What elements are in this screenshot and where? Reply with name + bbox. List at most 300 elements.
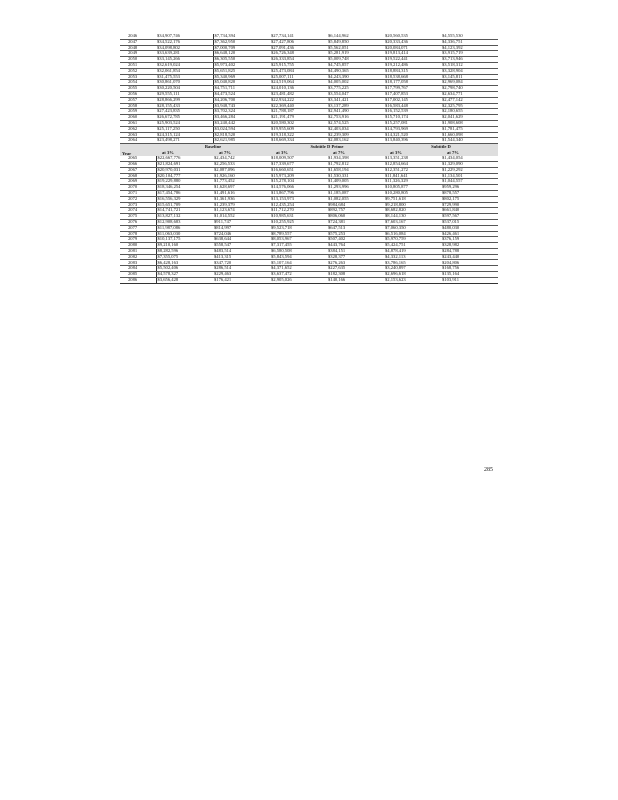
year-cell: 2068	[120, 173, 156, 179]
value-cell: $2,434,742	[213, 156, 270, 161]
value-cell: $2,256,533	[213, 161, 270, 167]
value-cell: $959,296	[441, 185, 498, 191]
value-cell: $1,123,674	[213, 208, 270, 214]
value-cell: $18,884,315	[384, 68, 441, 74]
year-cell: 2054	[120, 80, 156, 86]
value-cell: $6,648,120	[213, 51, 270, 57]
value-cell: $638,644	[213, 237, 270, 243]
subheader-baseline-7pct: at 7%	[213, 150, 270, 156]
value-cell: $6,305,550	[213, 57, 270, 63]
value-cell: $28,866,299	[156, 97, 213, 103]
value-cell: $10,280,805	[384, 190, 441, 196]
value-cell: $2,798,740	[441, 86, 498, 92]
group-header-subtitle-d: Subtitle D	[384, 144, 498, 151]
value-cell: $30,861,070	[156, 80, 213, 86]
value-cell: $22,934,222	[270, 97, 327, 103]
value-cell: $286,514	[213, 266, 270, 272]
value-cell: $1,185,087	[327, 190, 384, 196]
value-cell: $34,522,176	[156, 39, 213, 45]
value-cell: $558,547	[213, 243, 270, 249]
value-cell: $19,212,486	[384, 62, 441, 68]
value-cell: $20,560,535	[384, 34, 441, 39]
value-cell: $4,490,365	[327, 68, 384, 74]
value-cell: $5,424,751	[384, 243, 441, 249]
value-cell: $19,318,322	[270, 132, 327, 138]
year-column-header: Year	[120, 144, 156, 157]
value-cell: $1,229,292	[441, 167, 498, 173]
value-cell: $1,934,398	[327, 156, 384, 161]
value-cell: $18,009,507	[270, 156, 327, 161]
value-cell: $176,421	[213, 277, 270, 283]
value-cell: $24,010,136	[270, 86, 327, 92]
value-cell: $2,153,623	[384, 277, 441, 283]
value-cell: $103,911	[441, 277, 498, 283]
value-cell: $647,513	[327, 225, 384, 231]
year-cell: 2046	[120, 34, 156, 39]
value-cell: $284,788	[441, 248, 498, 254]
value-cell: $3,702,324	[213, 109, 270, 115]
year-cell: 2083	[120, 260, 156, 266]
value-cell: $3,915,719	[441, 51, 498, 57]
value-cell: $15,278,104	[270, 179, 327, 185]
value-cell: $12,351,272	[384, 167, 441, 173]
value-cell: $2,574,525	[327, 120, 384, 126]
value-cell: $17,799,767	[384, 86, 441, 92]
value-cell: $443,764	[327, 243, 384, 249]
value-cell: $26,333,854	[270, 57, 327, 63]
value-cell: $3,775,225	[327, 86, 384, 92]
year-cell: 2053	[120, 74, 156, 80]
value-cell: $4,555,530	[441, 34, 498, 39]
upper-table-body	[120, 34, 498, 144]
year-cell: 2048	[120, 45, 156, 51]
value-cell: $29,555,111	[156, 91, 213, 97]
value-cell: $18,538,668	[384, 74, 441, 80]
value-cell: $5,973,402	[213, 62, 270, 68]
year-cell: 2063	[120, 132, 156, 138]
value-cell: $384,151	[327, 248, 384, 254]
year-cell: 2061	[120, 120, 156, 126]
value-cell: $13,840,396	[384, 138, 441, 144]
value-cell: $28,155,433	[156, 103, 213, 109]
value-cell: $17,339,677	[270, 161, 327, 167]
value-cell: $16,556,329	[156, 196, 213, 202]
year-cell: 2064	[120, 138, 156, 144]
value-cell: $11,987,086	[156, 225, 213, 231]
value-cell: $25,903,524	[156, 120, 213, 126]
value-cell: $1,544,340	[441, 138, 498, 144]
year-cell: 2052	[120, 68, 156, 74]
value-cell: $4,578,327	[156, 272, 213, 278]
value-cell: $6,144,962	[327, 34, 384, 39]
value-cell: $7,603,167	[384, 219, 441, 225]
value-cell: $25,007,111	[270, 74, 327, 80]
value-cell: $27,427,806	[270, 39, 327, 45]
value-cell: $2,180,655	[441, 109, 498, 115]
value-cell: $1,781,475	[441, 126, 498, 132]
value-cell: $21,788,187	[270, 109, 327, 115]
value-cell: $4,336,751	[441, 39, 498, 45]
value-cell: $2,941,490	[327, 109, 384, 115]
value-cell: $8,144,130	[384, 214, 441, 220]
value-cell: $34,098,802	[156, 45, 213, 51]
value-cell: $5,849,850	[327, 39, 384, 45]
value-cell: $17,407,853	[384, 91, 441, 97]
value-cell: $17,002,145	[384, 97, 441, 103]
value-cell: $18,346,254	[156, 185, 213, 191]
value-cell: $19,229,880	[156, 179, 213, 185]
value-cell: $3,656,428	[156, 277, 213, 283]
value-cell: $26,672,785	[156, 115, 213, 121]
value-cell: $724,046	[213, 231, 270, 237]
subheader-d-3pct: at 3%	[384, 150, 441, 156]
value-cell: $14,793,969	[384, 126, 441, 132]
value-cell: $12,854,664	[384, 161, 441, 167]
value-cell: $13,153,973	[270, 196, 327, 202]
value-cell: $20,084,071	[384, 45, 441, 51]
value-cell: $537,015	[441, 219, 498, 225]
value-cell: $276,263	[327, 260, 384, 266]
subheader-d-7pct: at 7%	[441, 150, 498, 156]
value-cell: $9,218,800	[384, 202, 441, 208]
subheader-dprime-7pct: at 7%	[327, 150, 384, 156]
value-cell: $347,720	[213, 260, 270, 266]
subheader-dprime-3pct: at 3%	[270, 150, 327, 156]
value-cell: $376,159	[441, 237, 498, 243]
value-cell: $661,840	[441, 208, 498, 214]
value-cell: $15,257,081	[384, 120, 441, 126]
value-cell: $8,682,820	[384, 208, 441, 214]
group-header-subtitle-d-prime: Subtitle D Prime	[270, 144, 384, 151]
value-cell: $11,063,030	[156, 231, 213, 237]
value-cell: $2,818,520	[213, 132, 270, 138]
value-cell: $11,712,270	[270, 208, 327, 214]
value-cell: $13,867,796	[270, 190, 327, 196]
value-cell: $7,060,350	[384, 225, 441, 231]
year-cell: 2079	[120, 237, 156, 243]
year-cell: 2051	[120, 62, 156, 68]
value-cell: $4,473,524	[213, 91, 270, 97]
table-row	[120, 277, 498, 283]
value-cell: $15,973,209	[270, 173, 327, 179]
year-cell: 2076	[120, 219, 156, 225]
value-cell: $26,726,348	[270, 51, 327, 57]
value-cell: $724,381	[327, 219, 384, 225]
lower-table-body	[120, 156, 498, 283]
value-cell: $1,773,452	[213, 179, 270, 185]
value-cell: $1,014,552	[213, 214, 270, 220]
year-cell: 2077	[120, 225, 156, 231]
value-cell: $8,053,967	[270, 237, 327, 243]
year-cell: 2065	[120, 156, 156, 161]
value-cell: $31,475,553	[156, 74, 213, 80]
value-cell: $4,005,002	[327, 80, 384, 86]
value-cell: $2,753,916	[327, 115, 384, 121]
value-cell: $12,435,254	[270, 202, 327, 208]
year-cell: 2073	[120, 202, 156, 208]
value-cell: $2,083,162	[327, 138, 384, 144]
value-cell: $2,041,629	[441, 115, 498, 121]
year-cell: 2078	[120, 231, 156, 237]
year-cell: 2057	[120, 97, 156, 103]
value-cell: $20,580,302	[270, 120, 327, 126]
value-cell: $3,240,442	[213, 120, 270, 126]
value-cell: $15,710,174	[384, 115, 441, 121]
value-cell: $32,619,024	[156, 62, 213, 68]
value-cell: $426,461	[441, 231, 498, 237]
value-cell: $806,060	[327, 214, 384, 220]
value-cell: $18,177,058	[384, 80, 441, 86]
value-cell: $729,990	[441, 202, 498, 208]
value-cell: $3,786,165	[384, 260, 441, 266]
year-cell: 2072	[120, 196, 156, 202]
value-cell: $20,970,031	[156, 167, 213, 173]
value-cell: $5,562,051	[327, 45, 384, 51]
value-cell: $3,137,289	[327, 103, 384, 109]
value-cell: $7,355,075	[156, 254, 213, 260]
year-cell: 2062	[120, 126, 156, 132]
value-cell: $9,210,160	[156, 243, 213, 249]
value-cell: $1,361,936	[213, 196, 270, 202]
value-cell: $14,576,066	[270, 185, 327, 191]
value-cell: $33,145,266	[156, 57, 213, 63]
value-cell: $9,523,718	[270, 225, 327, 231]
value-cell: $1,792,812	[327, 161, 384, 167]
year-cell: 2050	[120, 57, 156, 63]
value-cell: $1,908,608	[441, 120, 498, 126]
value-cell: $7,317,455	[270, 243, 327, 249]
value-cell: $27,091,436	[270, 45, 327, 51]
year-cell: 2047	[120, 39, 156, 45]
value-cell: $5,502,406	[156, 266, 213, 272]
year-cell: 2070	[120, 185, 156, 191]
year-cell: 2080	[120, 243, 156, 249]
value-cell: $911,747	[213, 219, 270, 225]
value-cell: $14,321,520	[384, 132, 441, 138]
value-cell: $204,806	[441, 260, 498, 266]
value-cell: $4,243,390	[327, 74, 384, 80]
year-cell: 2069	[120, 179, 156, 185]
value-cell: $328,982	[441, 243, 498, 249]
value-cell: $3,948,743	[213, 103, 270, 109]
value-cell: $20,333,436	[384, 39, 441, 45]
value-cell: $328,377	[327, 254, 384, 260]
value-cell: $12,908,683	[156, 219, 213, 225]
year-cell: 2059	[120, 109, 156, 115]
value-cell: $8,282,596	[156, 248, 213, 254]
value-cell: $25,915,755	[270, 62, 327, 68]
value-cell: $16,583,448	[384, 103, 441, 109]
value-cell: $11,841,641	[384, 173, 441, 179]
value-cell: $3,637,472	[270, 272, 327, 278]
value-cell: $3,240,897	[384, 266, 441, 272]
value-cell: $2,087,096	[213, 167, 270, 173]
value-cell: $243,440	[441, 254, 498, 260]
value-cell: $2,696,618	[384, 272, 441, 278]
value-cell: $1,628,697	[213, 185, 270, 191]
value-cell: $168,756	[441, 266, 498, 272]
value-cell: $483,514	[213, 248, 270, 254]
value-cell: $4,371,652	[270, 266, 327, 272]
year-cell: 2084	[120, 266, 156, 272]
value-cell: $984,684	[327, 202, 384, 208]
value-cell: $1,293,996	[327, 185, 384, 191]
value-cell: $19,955,609	[270, 126, 327, 132]
value-cell: $1,660,098	[441, 132, 498, 138]
value-cell: $1,434,054	[441, 156, 498, 161]
value-cell: $34,907,746	[156, 34, 213, 39]
value-cell: $135,164	[441, 272, 498, 278]
cost-table	[120, 34, 498, 284]
value-cell: $4,123,392	[441, 45, 498, 51]
value-cell: $10,805,877	[384, 185, 441, 191]
year-cell: 2067	[120, 167, 156, 173]
value-cell: $10,137,175	[156, 237, 213, 243]
value-cell: $3,466,284	[213, 115, 270, 121]
value-cell: $7,734,394	[213, 34, 270, 39]
value-cell: $3,328,904	[441, 68, 498, 74]
value-cell: $2,969,084	[441, 80, 498, 86]
value-cell: $18,669,334	[270, 138, 327, 144]
value-cell: $14,741,721	[156, 208, 213, 214]
value-cell: $16,152,539	[384, 109, 441, 115]
value-cell: $5,340,969	[213, 74, 270, 80]
value-cell: $6,580,508	[270, 248, 327, 254]
value-cell: $11,326,329	[384, 179, 441, 185]
value-cell: $21,191,479	[270, 115, 327, 121]
value-cell: $25,473,084	[270, 68, 327, 74]
value-cell: $24,519,064	[270, 80, 327, 86]
value-cell: $2,239,309	[327, 132, 384, 138]
value-cell: $1,926,160	[213, 173, 270, 179]
value-cell: $1,491,616	[213, 190, 270, 196]
value-cell: $22,369,440	[270, 103, 327, 109]
value-cell: $13,351,238	[384, 156, 441, 161]
value-cell: $3,554,047	[327, 91, 384, 97]
value-cell: $182,308	[327, 272, 384, 278]
value-cell: $25,117,250	[156, 126, 213, 132]
value-cell: $17,454,786	[156, 190, 213, 196]
value-cell: $4,745,857	[327, 62, 384, 68]
value-cell: $597,567	[441, 214, 498, 220]
year-cell: 2086	[120, 277, 156, 283]
value-cell: $15,651,709	[156, 202, 213, 208]
value-cell: $23,481,482	[270, 91, 327, 97]
value-cell: $16,660,651	[270, 167, 327, 173]
value-cell: $23,498,271	[156, 138, 213, 144]
value-cell: $33,639,281	[156, 51, 213, 57]
year-cell: 2066	[120, 161, 156, 167]
value-cell: $21,824,691	[156, 161, 213, 167]
value-cell: $27,423,835	[156, 109, 213, 115]
value-cell: $1,658,194	[327, 167, 384, 173]
value-cell: $480,030	[441, 225, 498, 231]
value-cell: $4,878,419	[384, 248, 441, 254]
value-cell: $1,409,005	[327, 179, 384, 185]
value-cell: $802,175	[441, 196, 498, 202]
page-number: 285	[484, 467, 493, 473]
year-cell: 2049	[120, 51, 156, 57]
value-cell: $1,329,090	[441, 161, 498, 167]
cost-table-container	[120, 34, 498, 284]
value-cell: $9,751,618	[384, 196, 441, 202]
year-cell: 2082	[120, 254, 156, 260]
value-cell: $1,530,331	[327, 173, 384, 179]
value-cell: $2,634,771	[441, 91, 498, 97]
value-cell: $5,040,820	[213, 80, 270, 86]
year-cell: 2056	[120, 91, 156, 97]
value-cell: $7,000,709	[213, 45, 270, 51]
value-cell: $3,024,594	[213, 126, 270, 132]
value-cell: $229,463	[213, 272, 270, 278]
value-cell: $575,253	[327, 231, 384, 237]
value-cell: $2,621,985	[213, 138, 270, 144]
value-cell: $8,789,557	[270, 231, 327, 237]
subheader-baseline-3pct: at 3%	[156, 150, 213, 156]
value-cell: $10,985,631	[270, 214, 327, 220]
value-cell: $892,757	[327, 208, 384, 214]
value-cell: $5,107,164	[270, 260, 327, 266]
value-cell: $1,044,557	[441, 179, 498, 185]
value-cell: $2,477,142	[441, 97, 498, 103]
value-cell: $5,651,825	[213, 68, 270, 74]
value-cell: $878,557	[441, 190, 498, 196]
year-cell: 2071	[120, 190, 156, 196]
value-cell: $22,667,776	[156, 156, 213, 161]
value-cell: $6,516,084	[384, 231, 441, 237]
table-header	[120, 144, 498, 157]
value-cell: $1,134,501	[441, 173, 498, 179]
value-cell: $30,220,504	[156, 86, 213, 92]
value-cell: $227,635	[327, 266, 384, 272]
value-cell: $4,206,700	[213, 97, 270, 103]
value-cell: $10,255,925	[270, 219, 327, 225]
year-cell: 2075	[120, 214, 156, 220]
year-cell: 2085	[120, 272, 156, 278]
value-cell: $3,518,312	[441, 62, 498, 68]
value-cell: $4,332,113	[384, 254, 441, 260]
value-cell: $2,403,034	[327, 126, 384, 132]
value-cell: $24,315,124	[156, 132, 213, 138]
value-cell: $1,239,379	[213, 202, 270, 208]
value-cell: $3,341,421	[327, 97, 384, 103]
value-cell: $3,713,946	[441, 57, 498, 63]
year-cell: 2081	[120, 248, 156, 254]
value-cell: $19,813,414	[384, 51, 441, 57]
value-cell: $5,009,748	[327, 57, 384, 63]
year-cell: 2074	[120, 208, 156, 214]
year-cell: 2058	[120, 103, 156, 109]
value-cell: $6,428,163	[156, 260, 213, 266]
value-cell: $5,281,919	[327, 51, 384, 57]
value-cell: $5,970,759	[384, 237, 441, 243]
value-cell: $2,325,795	[441, 103, 498, 109]
group-header-baseline: Baseline	[156, 144, 270, 151]
value-cell: $32,061,854	[156, 68, 213, 74]
value-cell: $140,166	[327, 277, 384, 283]
year-cell: 2055	[120, 86, 156, 92]
value-cell: $5,843,594	[270, 254, 327, 260]
value-cell: $27,734,141	[270, 34, 327, 39]
year-cell: 2060	[120, 115, 156, 121]
value-cell: $413,315	[213, 254, 270, 260]
value-cell: $7,362,950	[213, 39, 270, 45]
value-cell: $3,145,811	[441, 74, 498, 80]
value-cell: $20,104,777	[156, 173, 213, 179]
value-cell: $814,997	[213, 225, 270, 231]
value-cell: $19,522,441	[384, 57, 441, 63]
value-cell: $13,827,132	[156, 214, 213, 220]
